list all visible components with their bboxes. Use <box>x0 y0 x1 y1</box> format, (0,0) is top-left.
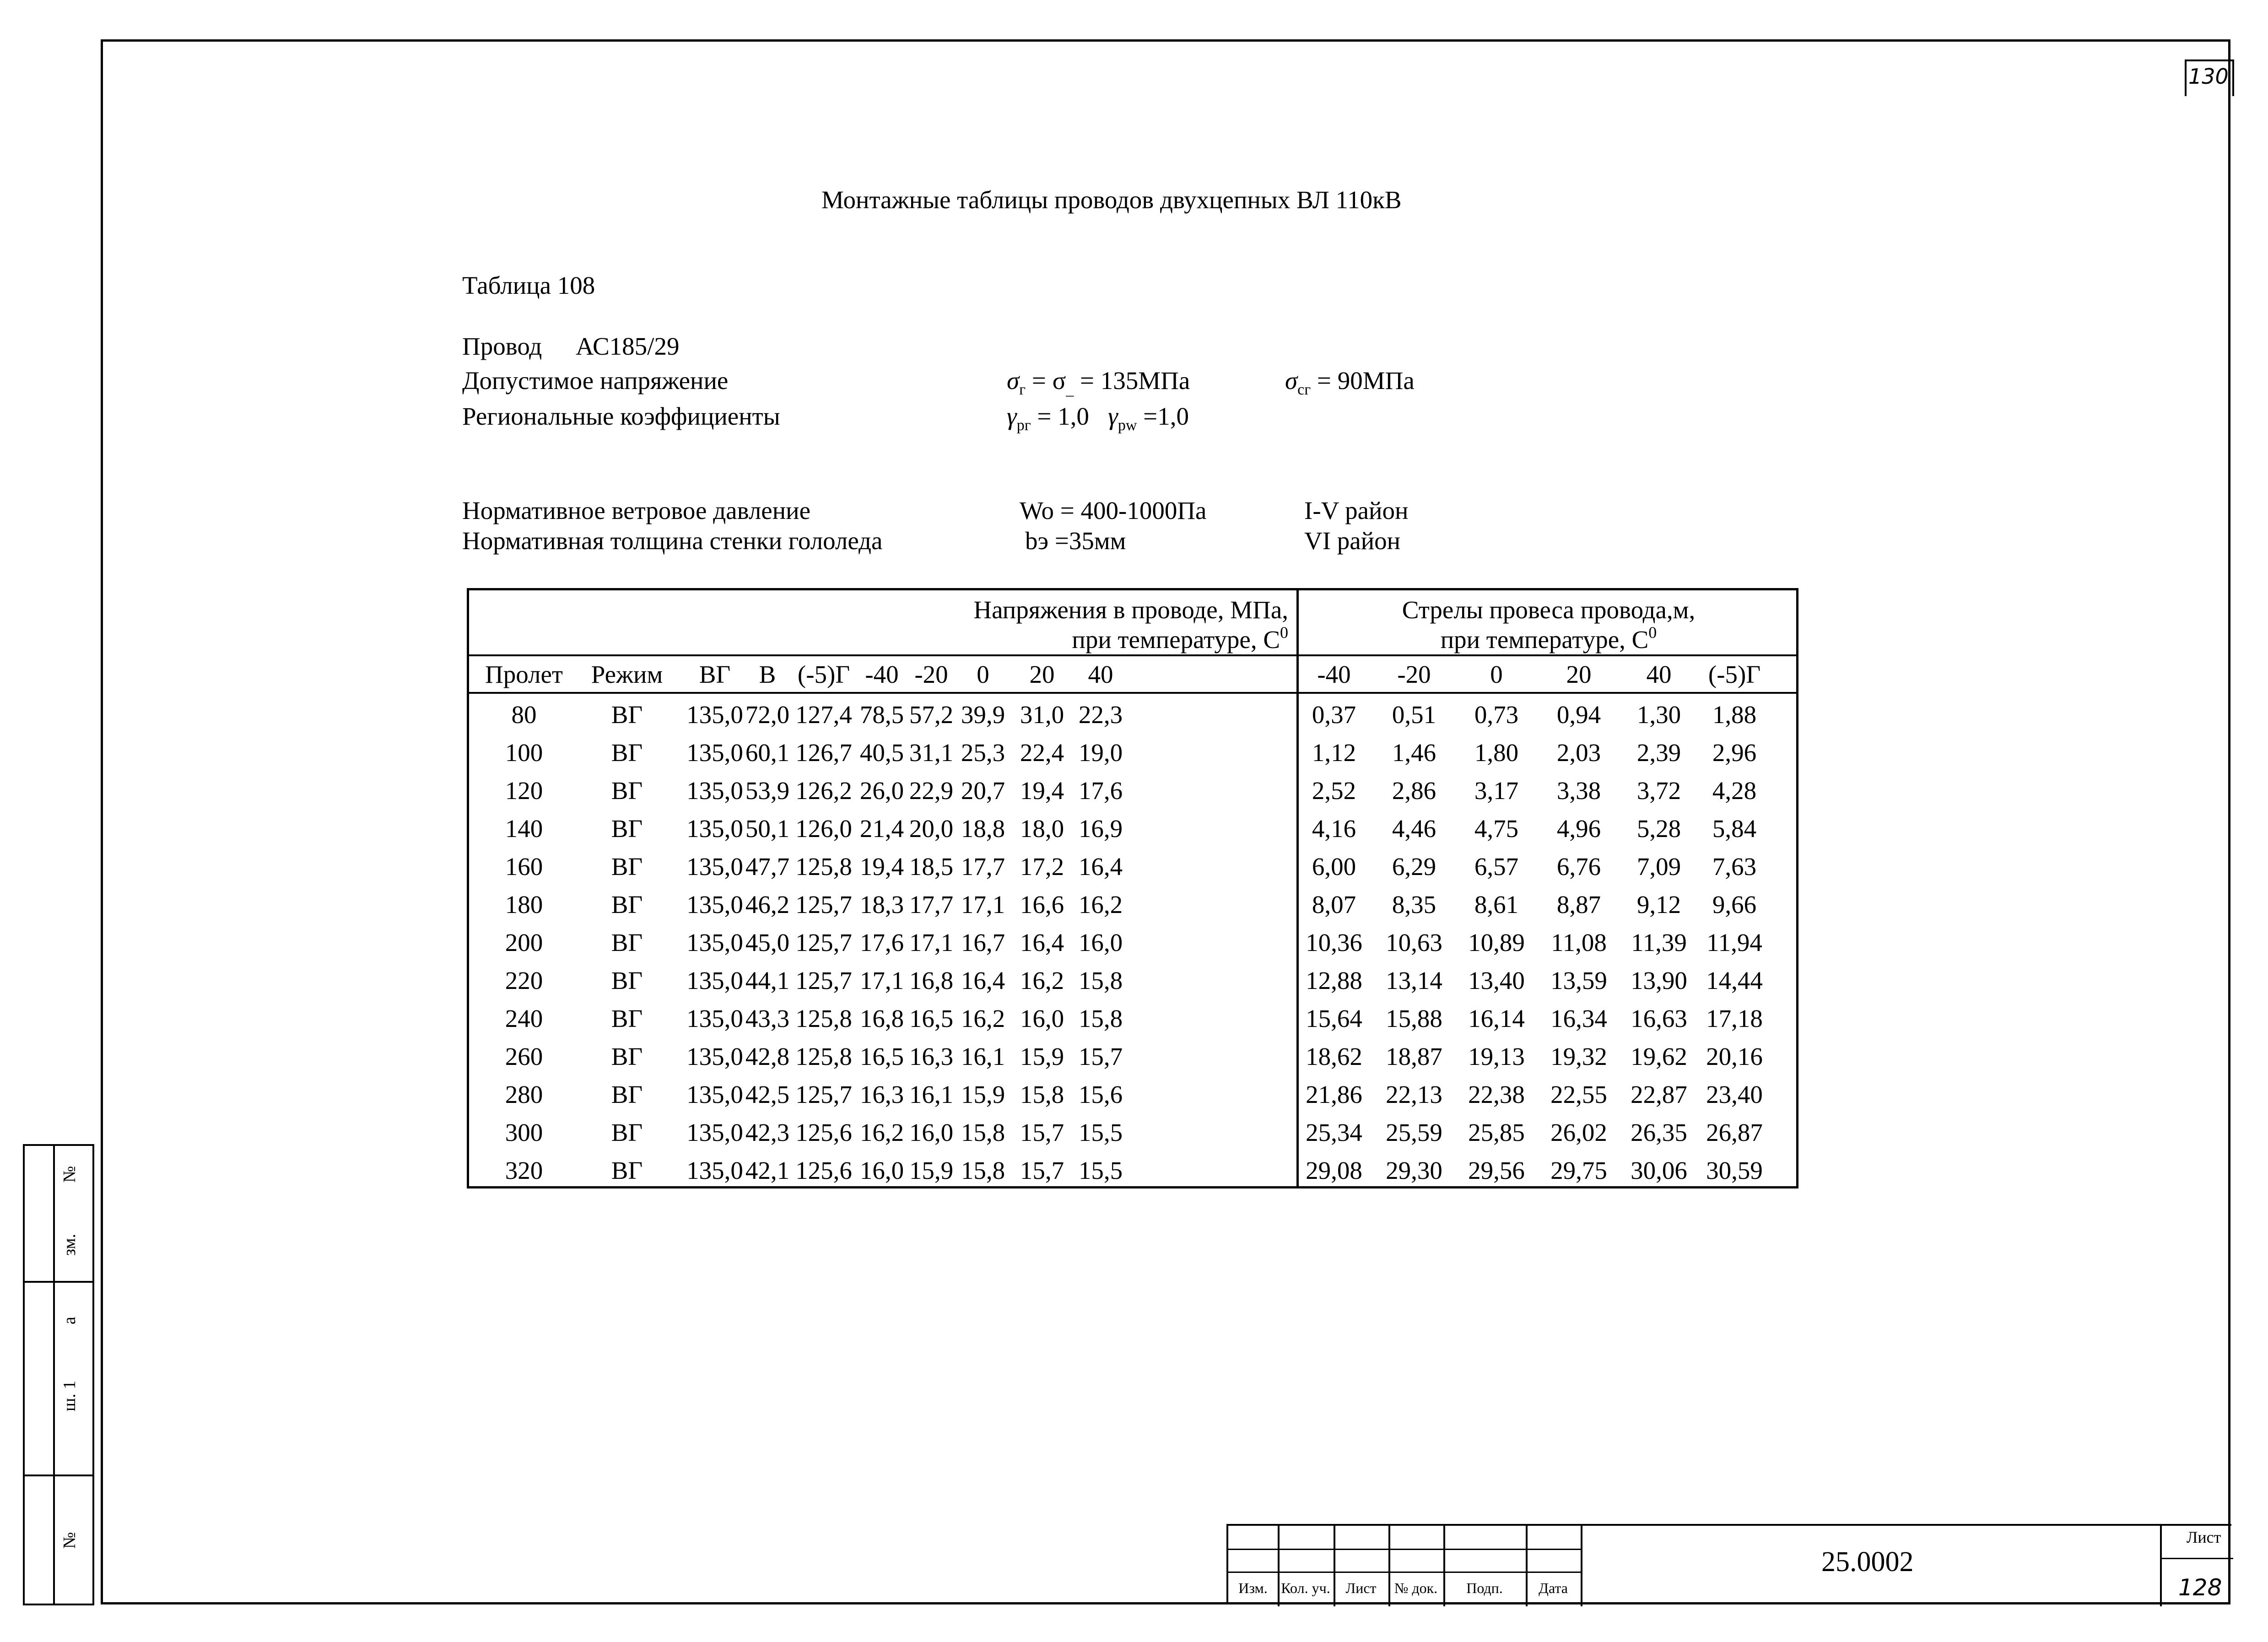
table-cell: 125,7 <box>795 929 852 956</box>
table-cell: 135,0 <box>686 853 743 880</box>
table-cell: ВГ <box>611 929 643 956</box>
column-header-rule <box>469 692 1796 694</box>
table-cell: 280 <box>505 1080 543 1108</box>
table-cell: 15,8 <box>961 1118 1005 1146</box>
tb-doc: № док. <box>1394 1580 1438 1596</box>
tb-izm: Изм. <box>1238 1580 1268 1596</box>
table-cell: 16,1 <box>961 1042 1005 1070</box>
table-cell: ВГ <box>611 777 643 805</box>
stress-label: Допустимое напряжение <box>462 367 729 394</box>
table-cell: 135,0 <box>686 1118 743 1146</box>
table-cell: 15,88 <box>1386 1005 1442 1032</box>
table-cell: 16,7 <box>961 929 1005 956</box>
table-cell: 16,5 <box>909 1005 954 1032</box>
coef-label: Региональные коэффициенты <box>462 402 780 430</box>
table-cell: 260 <box>505 1042 543 1070</box>
table-cell: 240 <box>505 1005 543 1032</box>
table-cell: ВГ <box>611 701 643 729</box>
table-cell: 140 <box>505 815 543 843</box>
table-cell: 5,84 <box>1712 815 1757 843</box>
table-cell: 135,0 <box>686 777 743 805</box>
table-cell: 15,5 <box>1078 1118 1123 1146</box>
table-cell: 125,7 <box>795 967 852 994</box>
table-cell: ВГ <box>611 853 643 880</box>
table-cell: 39,9 <box>961 701 1005 729</box>
table-cell: 0,73 <box>1474 701 1519 729</box>
wind-label: Нормативное ветровое давление <box>462 497 810 524</box>
title-block <box>1226 1524 2231 1604</box>
table-cell: 42,3 <box>745 1118 790 1146</box>
table-cell: 29,75 <box>1550 1156 1607 1184</box>
table-cell: 16,9 <box>1078 815 1123 843</box>
table-cell: 46,2 <box>745 891 790 918</box>
table-cell: 22,3 <box>1078 701 1123 729</box>
table-cell: 135,0 <box>686 1080 743 1108</box>
table-cell: 4,46 <box>1392 815 1436 843</box>
table-cell: 19,13 <box>1468 1042 1525 1070</box>
table-cell: 135,0 <box>686 1156 743 1184</box>
table-cell: 16,5 <box>859 1042 904 1070</box>
ice-region: VI район <box>1304 527 1401 555</box>
table-cell: 13,59 <box>1550 967 1607 994</box>
wire-label: Провод <box>462 332 542 360</box>
table-cell: 29,30 <box>1386 1156 1442 1184</box>
table-cell: 47,7 <box>745 853 790 880</box>
table-cell: 23,40 <box>1706 1080 1763 1108</box>
table-cell: 26,0 <box>859 777 904 805</box>
table-cell: ВГ <box>611 1156 643 1184</box>
table-cell: 45,0 <box>745 929 790 956</box>
table-cell: 15,8 <box>1078 1005 1123 1032</box>
table-cell: 135,0 <box>686 891 743 918</box>
table-cell: 16,8 <box>859 1005 904 1032</box>
table-cell: 26,35 <box>1631 1118 1687 1146</box>
table-cell: 1,88 <box>1712 701 1757 729</box>
table-cell: 125,8 <box>795 1005 852 1032</box>
table-cell: 25,34 <box>1306 1118 1362 1146</box>
table-cell: 21,86 <box>1306 1080 1362 1108</box>
table-cell: 26,87 <box>1706 1118 1763 1146</box>
table-cell: 29,56 <box>1468 1156 1525 1184</box>
table-cell: 8,35 <box>1392 891 1436 918</box>
table-cell: 4,16 <box>1312 815 1356 843</box>
table-cell: ВГ <box>611 1118 643 1146</box>
corner-number: 130 <box>2188 64 2229 89</box>
table-cell: 25,59 <box>1386 1118 1442 1146</box>
column-header: 40 <box>1646 660 1672 688</box>
column-header: 0 <box>1490 660 1503 688</box>
table-cell: 2,03 <box>1556 739 1601 767</box>
table-cell: 8,61 <box>1474 891 1519 918</box>
table-cell: 25,3 <box>961 739 1005 767</box>
table-cell: 20,7 <box>961 777 1005 805</box>
table-cell: 16,0 <box>1020 1005 1064 1032</box>
table-cell: 126,7 <box>795 739 852 767</box>
table-cell: 100 <box>505 739 543 767</box>
table-cell: 40,5 <box>859 739 904 767</box>
table-cell: 3,72 <box>1636 777 1681 805</box>
ice-value: bэ =35мм <box>1025 527 1126 555</box>
table-cell: 6,00 <box>1312 853 1356 880</box>
table-cell: 42,5 <box>745 1080 790 1108</box>
column-header: -40 <box>865 660 899 688</box>
installation-table <box>467 588 1798 1188</box>
table-cell: 135,0 <box>686 815 743 843</box>
table-cell: 16,4 <box>1078 853 1123 880</box>
table-cell: 125,7 <box>795 1080 852 1108</box>
table-cell: 19,4 <box>859 853 904 880</box>
ice-label: Нормативная толщина стенки гололеда <box>462 527 883 555</box>
coef-formula: $\gamma_{рг} = 1,0$ $\gamma_{pw} =1,0$ <box>1007 402 1189 434</box>
table-cell: 16,0 <box>909 1118 954 1146</box>
table-cell: 16,2 <box>961 1005 1005 1032</box>
table-cell: 9,66 <box>1712 891 1757 918</box>
table-cell: 2,96 <box>1712 739 1757 767</box>
table-cell: 17,7 <box>909 891 954 918</box>
table-cell: 7,63 <box>1712 853 1757 880</box>
table-cell: 16,63 <box>1631 1005 1687 1032</box>
stress-group-header: Напряжения в проводе, МПа, при температуре, $С^0$ <box>973 596 1288 654</box>
table-cell: 4,28 <box>1712 777 1757 805</box>
table-cell: 22,55 <box>1550 1080 1607 1108</box>
table-cell: 16,3 <box>859 1080 904 1108</box>
table-cell: 16,2 <box>859 1118 904 1146</box>
column-header: -20 <box>1397 660 1431 688</box>
table-cell: 17,1 <box>909 929 954 956</box>
table-cell: 13,90 <box>1631 967 1687 994</box>
column-header: -40 <box>1317 660 1351 688</box>
column-header: 20 <box>1029 660 1055 688</box>
table-cell: 200 <box>505 929 543 956</box>
stamp-text-sh: ш. 1 <box>60 1380 79 1411</box>
table-cell: 15,64 <box>1306 1005 1362 1032</box>
table-cell: 6,76 <box>1556 853 1601 880</box>
table-cell: 300 <box>505 1118 543 1146</box>
table-cell: 16,2 <box>1078 891 1123 918</box>
table-cell: 15,8 <box>1078 967 1123 994</box>
table-cell: 6,57 <box>1474 853 1519 880</box>
table-cell: 135,0 <box>686 1005 743 1032</box>
table-cell: 18,8 <box>961 815 1005 843</box>
table-cell: 16,6 <box>1020 891 1064 918</box>
table-cell: 44,1 <box>745 967 790 994</box>
table-cell: 2,39 <box>1636 739 1681 767</box>
table-cell: 16,8 <box>909 967 954 994</box>
page-title: Монтажные таблицы проводов двухцепных ВЛ 110кВ <box>821 186 1402 214</box>
table-cell: 127,4 <box>795 701 852 729</box>
table-cell: 135,0 <box>686 1042 743 1070</box>
table-cell: 17,6 <box>859 929 904 956</box>
column-header: 0 <box>977 660 989 688</box>
table-cell: 15,9 <box>909 1156 954 1184</box>
table-cell: 18,0 <box>1020 815 1064 843</box>
sheet-label: Лист <box>2187 1528 2221 1546</box>
table-cell: 15,7 <box>1078 1042 1123 1070</box>
table-cell: 13,40 <box>1468 967 1525 994</box>
table-cell: 42,8 <box>745 1042 790 1070</box>
table-cell: 11,08 <box>1551 929 1607 956</box>
table-cell: 17,1 <box>961 891 1005 918</box>
table-cell: 18,87 <box>1386 1042 1442 1070</box>
table-cell: 1,12 <box>1312 739 1356 767</box>
table-cell: 135,0 <box>686 701 743 729</box>
stamp-text-a: а <box>60 1317 79 1324</box>
table-cell: 120 <box>505 777 543 805</box>
table-cell: 3,17 <box>1474 777 1519 805</box>
table-cell: 15,7 <box>1020 1156 1064 1184</box>
table-cell: 8,87 <box>1556 891 1601 918</box>
table-cell: 16,3 <box>909 1042 954 1070</box>
table-cell: 17,7 <box>961 853 1005 880</box>
table-cell: 16,0 <box>859 1156 904 1184</box>
table-cell: 125,8 <box>795 1042 852 1070</box>
table-cell: 50,1 <box>745 815 790 843</box>
stamp-text-zm: зм. <box>60 1233 79 1256</box>
table-cell: 18,3 <box>859 891 904 918</box>
table-cell: 125,7 <box>795 891 852 918</box>
table-cell: 180 <box>505 891 543 918</box>
table-cell: ВГ <box>611 1080 643 1108</box>
table-cell: 21,4 <box>859 815 904 843</box>
left-margin-stamp <box>23 1144 94 1605</box>
wind-value: Wo = 400-1000Па <box>1020 497 1207 524</box>
table-cell: 30,59 <box>1706 1156 1763 1184</box>
table-cell: 160 <box>505 853 543 880</box>
table-cell: 0,51 <box>1392 701 1436 729</box>
table-cell: 10,89 <box>1468 929 1525 956</box>
table-cell: 7,09 <box>1636 853 1681 880</box>
table-cell: 16,14 <box>1468 1005 1525 1032</box>
column-header: 40 <box>1088 660 1113 688</box>
table-cell: 60,1 <box>745 739 790 767</box>
table-cell: 10,63 <box>1386 929 1442 956</box>
stress-formula: $\sigma_г = \sigma_{\_} = 135МПа$ <box>1007 367 1190 398</box>
table-cell: 2,86 <box>1392 777 1436 805</box>
table-cell: 125,6 <box>795 1156 852 1184</box>
table-cell: ВГ <box>611 815 643 843</box>
table-cell: 9,12 <box>1636 891 1681 918</box>
table-cell: 15,8 <box>961 1156 1005 1184</box>
table-cell: 16,0 <box>1078 929 1123 956</box>
table-cell: 15,9 <box>1020 1042 1064 1070</box>
table-cell: 126,0 <box>795 815 852 843</box>
table-cell: ВГ <box>611 967 643 994</box>
table-cell: 42,1 <box>745 1156 790 1184</box>
sheet-number: 128 <box>2178 1574 2222 1601</box>
table-cell: 17,1 <box>859 967 904 994</box>
table-cell: 78,5 <box>859 701 904 729</box>
table-cell: 17,6 <box>1078 777 1123 805</box>
table-cell: 26,02 <box>1550 1118 1607 1146</box>
tb-podp: Подп. <box>1466 1580 1503 1596</box>
table-cell: 6,29 <box>1392 853 1436 880</box>
table-cell: 1,46 <box>1392 739 1436 767</box>
table-cell: 22,4 <box>1020 739 1064 767</box>
table-cell: 10,36 <box>1306 929 1362 956</box>
table-cell: 320 <box>505 1156 543 1184</box>
table-cell: 220 <box>505 967 543 994</box>
tb-date: Дата <box>1539 1580 1568 1596</box>
table-cell: 13,14 <box>1386 967 1442 994</box>
table-cell: 29,08 <box>1306 1156 1362 1184</box>
table-label: Таблица 108 <box>462 271 595 299</box>
table-cell: 16,2 <box>1020 967 1064 994</box>
column-header: 20 <box>1566 660 1592 688</box>
table-cell: 22,38 <box>1468 1080 1525 1108</box>
table-cell: 125,8 <box>795 853 852 880</box>
table-cell: 80 <box>511 701 537 729</box>
table-cell: 31,0 <box>1020 701 1064 729</box>
table-cell: 1,30 <box>1636 701 1681 729</box>
wire-value: АС185/29 <box>576 332 680 360</box>
table-cell: 30,06 <box>1631 1156 1687 1184</box>
table-cell: ВГ <box>611 1005 643 1032</box>
table-cell: 19,4 <box>1020 777 1064 805</box>
table-cell: 72,0 <box>745 701 790 729</box>
table-cell: 16,4 <box>1020 929 1064 956</box>
table-cell: 135,0 <box>686 929 743 956</box>
table-cell: 15,8 <box>1020 1080 1064 1108</box>
column-header: (-5)Г <box>1708 660 1761 688</box>
table-cell: 135,0 <box>686 967 743 994</box>
table-cell: 3,38 <box>1556 777 1601 805</box>
column-header: Режим <box>591 660 663 688</box>
stamp-no-top: № <box>60 1166 79 1183</box>
table-cell: 19,32 <box>1550 1042 1607 1070</box>
table-cell: 125,6 <box>795 1118 852 1146</box>
table-cell: 17,18 <box>1706 1005 1763 1032</box>
table-cell: 4,96 <box>1556 815 1601 843</box>
table-cell: 22,13 <box>1386 1080 1442 1108</box>
column-header: -20 <box>914 660 948 688</box>
table-cell: 5,28 <box>1636 815 1681 843</box>
column-header: (-5)Г <box>797 660 850 688</box>
table-cell: 20,16 <box>1706 1042 1763 1070</box>
column-header: ВГ <box>699 660 731 688</box>
table-cell: 53,9 <box>745 777 790 805</box>
table-cell: 11,39 <box>1631 929 1687 956</box>
table-cell: 4,75 <box>1474 815 1519 843</box>
table-cell: 16,1 <box>909 1080 954 1108</box>
tb-list: Лист <box>1345 1580 1377 1596</box>
table-cell: 57,2 <box>909 701 954 729</box>
table-cell: 43,3 <box>745 1005 790 1032</box>
table-cell: 16,4 <box>961 967 1005 994</box>
table-cell: 17,2 <box>1020 853 1064 880</box>
table-cell: 31,1 <box>909 739 954 767</box>
table-cell: 20,0 <box>909 815 954 843</box>
table-cell: 19,0 <box>1078 739 1123 767</box>
stamp-no-bottom: № <box>60 1532 79 1549</box>
table-cell: 8,07 <box>1312 891 1356 918</box>
table-cell: ВГ <box>611 891 643 918</box>
table-cell: ВГ <box>611 739 643 767</box>
table-cell: 22,87 <box>1631 1080 1687 1108</box>
table-cell: 0,94 <box>1556 701 1601 729</box>
column-header: Пролет <box>485 660 563 688</box>
table-cell: 18,62 <box>1306 1042 1362 1070</box>
table-cell: 16,34 <box>1550 1005 1607 1032</box>
table-cell: 135,0 <box>686 739 743 767</box>
table-cell: 14,44 <box>1706 967 1763 994</box>
table-cell: 15,5 <box>1078 1156 1123 1184</box>
table-cell: ВГ <box>611 1042 643 1070</box>
table-cell: 25,85 <box>1468 1118 1525 1146</box>
table-cell: 2,52 <box>1312 777 1356 805</box>
wind-region: I-V район <box>1304 497 1409 524</box>
table-cell: 1,80 <box>1474 739 1519 767</box>
tb-kol: Кол. уч. <box>1281 1580 1330 1596</box>
table-cell: 15,9 <box>961 1080 1005 1108</box>
stress-formula-2: $\sigma_{сг} = 90МПа$ <box>1285 367 1415 398</box>
document-code: 25.0002 <box>1821 1546 1914 1577</box>
table-cell: 12,88 <box>1306 967 1362 994</box>
table-cell: 22,9 <box>909 777 954 805</box>
sag-group-header: Стрелы провеса провода,м, при температуре, $С^0$ <box>1402 596 1696 654</box>
table-cell: 15,6 <box>1078 1080 1123 1108</box>
table-cell: 126,2 <box>795 777 852 805</box>
table-cell: 19,62 <box>1631 1042 1687 1070</box>
table-cell: 18,5 <box>909 853 954 880</box>
table-cell: 15,7 <box>1020 1118 1064 1146</box>
column-header: В <box>759 660 776 688</box>
table-cell: 11,94 <box>1706 929 1762 956</box>
table-cell: 0,37 <box>1312 701 1356 729</box>
